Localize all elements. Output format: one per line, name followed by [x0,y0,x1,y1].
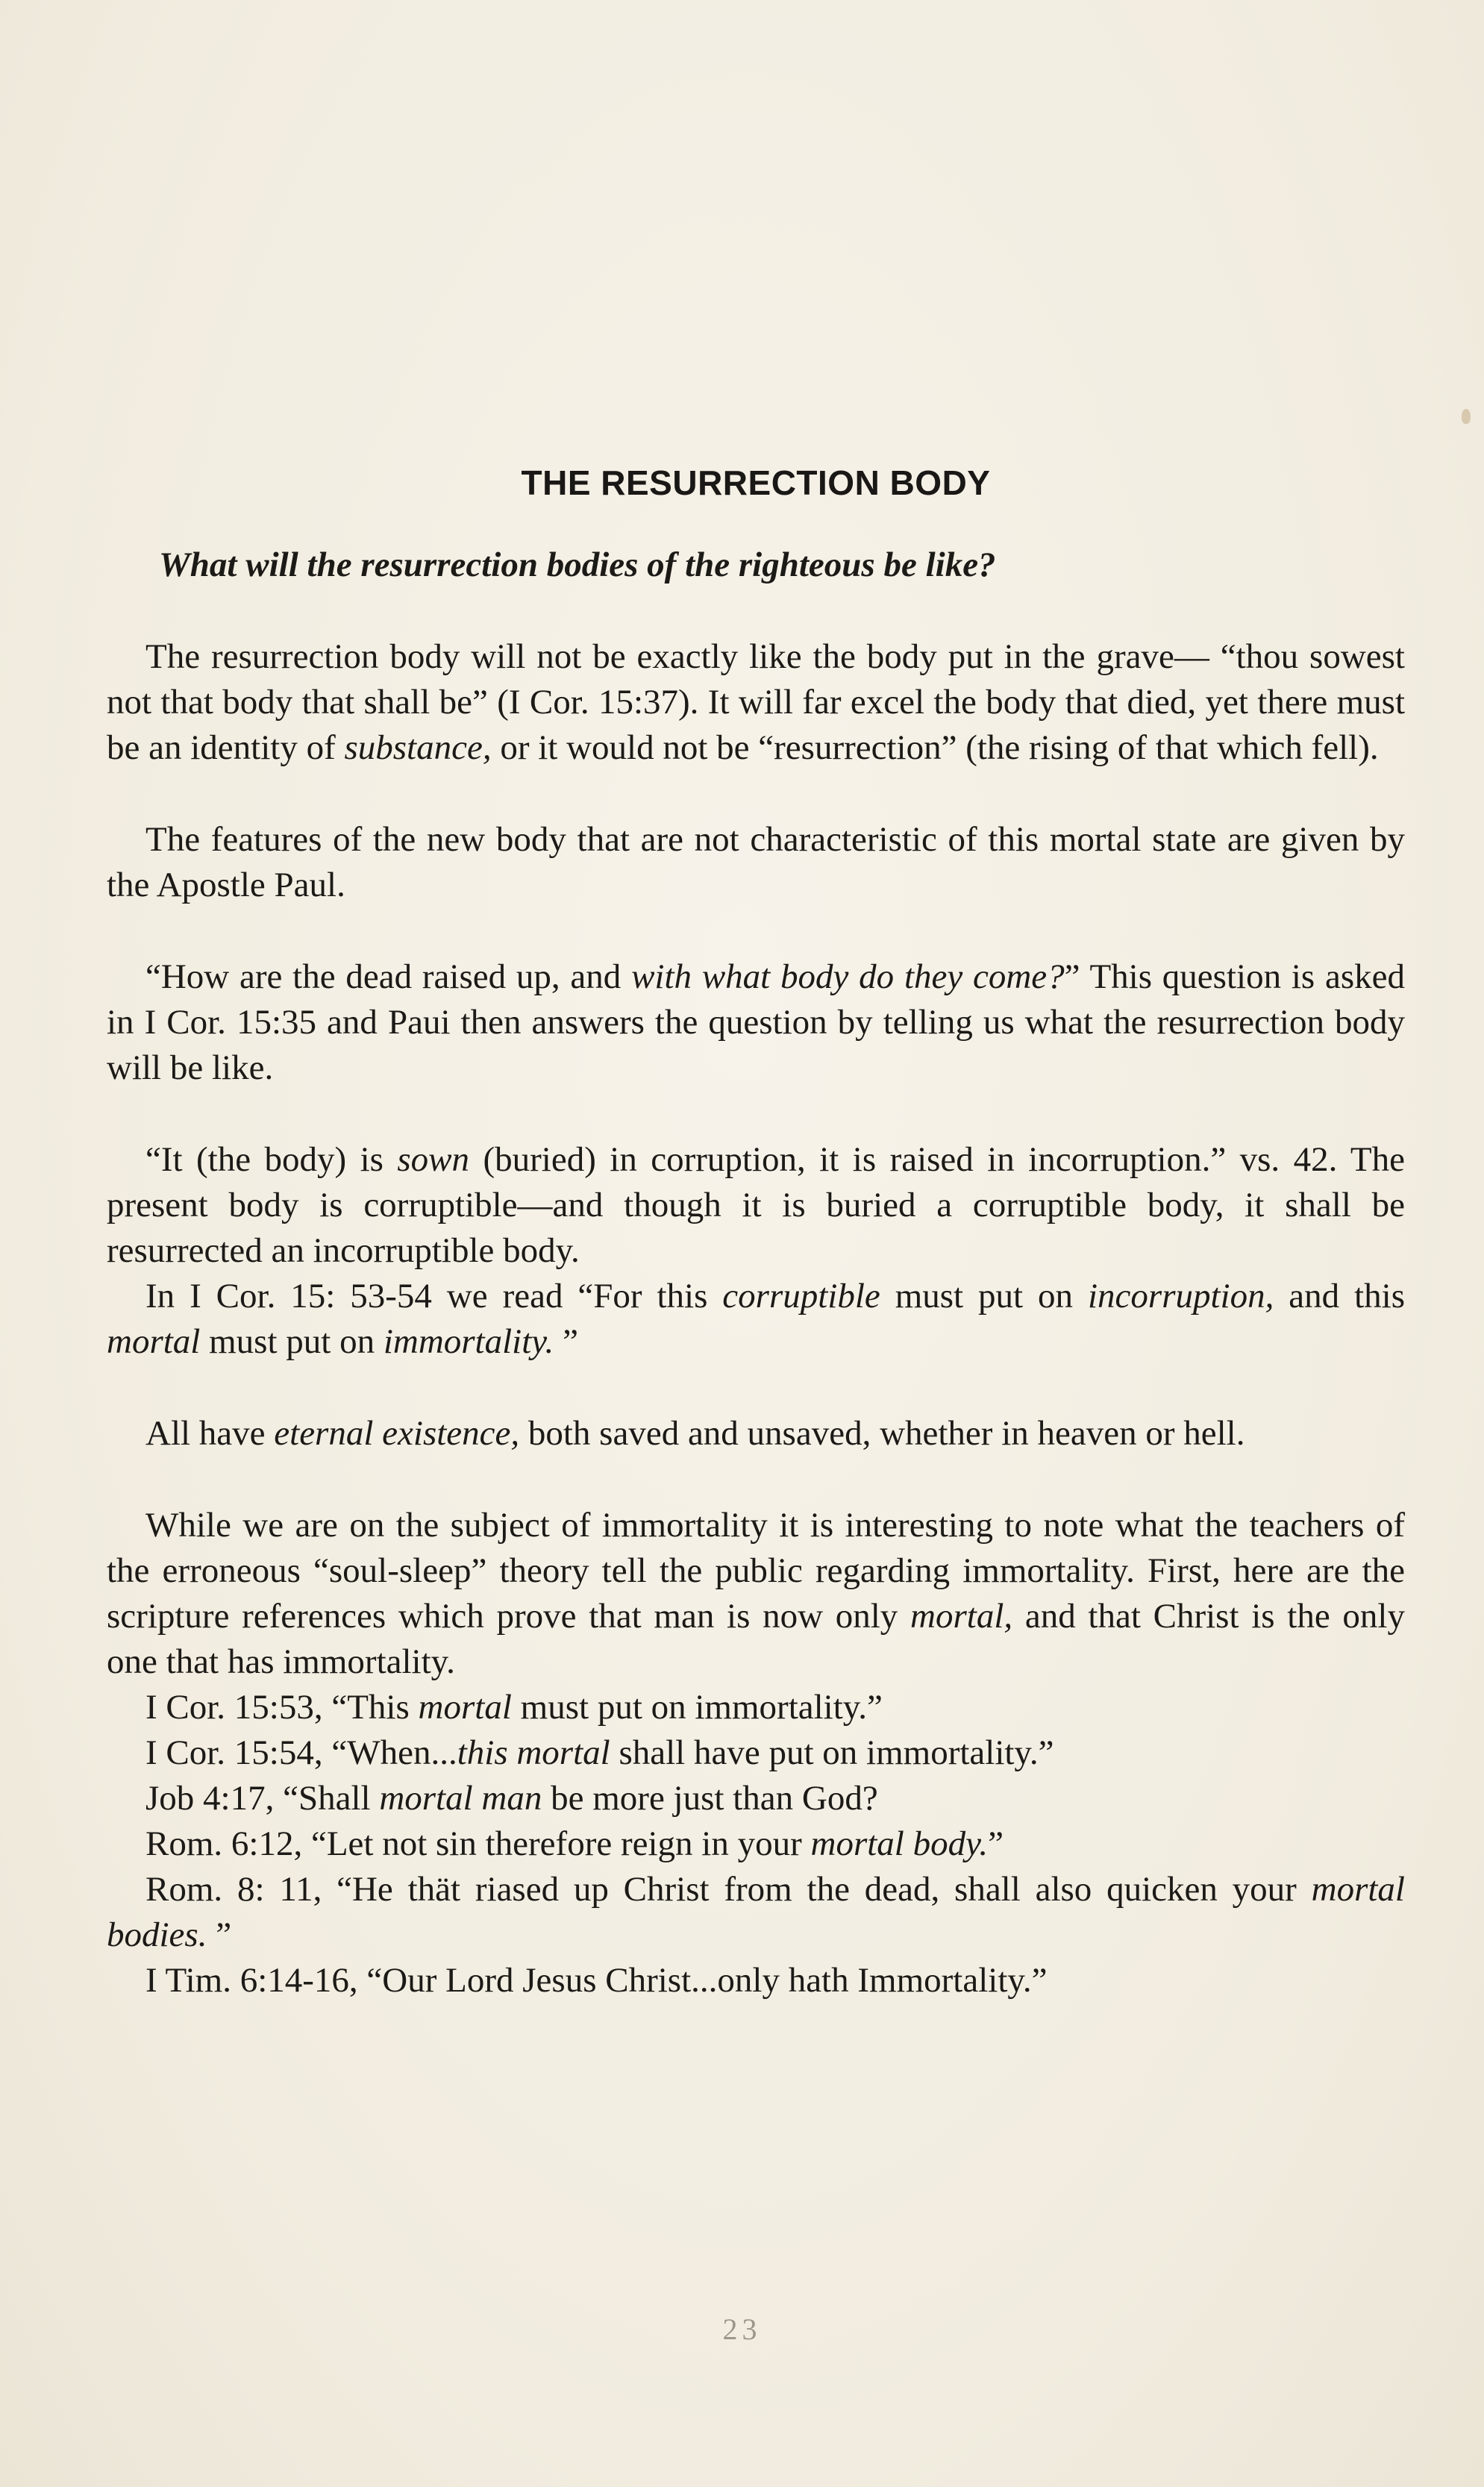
ink-mark [1462,409,1471,424]
text-run: In I Cor. 15: 53-54 we read “For this [145,1277,723,1316]
text-run: ” [988,1824,1004,1863]
text-run: I Tim. 6:14-16, “Our Lord Jesus Christ...only hath Immortality.” [145,1961,1048,2000]
text-run: must put on [200,1322,383,1361]
paragraph-1 [107,634,1405,771]
text-run: shall have put on immortality.” [610,1733,1054,1772]
text-run: “How are the dead raised up, and [145,957,632,996]
text-run: While we are on the subject of immortality it is interesting to note what the teachers of the erroneous “soul-sleep” theory tell the public regarding immortality. First, here are the scripture references which prove that man is now only [107,1506,1405,1636]
page-number: 23 [722,2312,762,2346]
emphasis: mortal man [379,1779,542,1818]
paragraph-3 [107,954,1405,1091]
text-run: must put on [880,1277,1088,1316]
emphasis: mortal, [910,1597,1013,1636]
emphasis: incorruption, [1087,1277,1274,1316]
emphasis: mortal body. [810,1824,989,1863]
emphasis: mortal [107,1322,201,1361]
text-run: or it would not be “resurrection” (the rising of that which fell). [491,728,1379,767]
text-run: All have [145,1414,275,1453]
scripture-reference [107,1958,1405,2003]
text-run: be more just than God? [542,1779,878,1818]
emphasis: sown [397,1140,470,1179]
emphasis: with what body do they come? [631,957,1065,996]
text-run: ” This question is asked in I Cor. 15:35 and Paui then answers the question by telling us what the resurrection body will be like. [107,957,1405,1087]
emphasis: mortal [418,1688,512,1727]
text-run: “It (the body) is [145,1140,398,1179]
text-run: must put on immortality.” [511,1688,883,1727]
paragraph-4 [107,1137,1405,1274]
scripture-reference [107,1821,1405,1867]
text-run: Rom. 6:12, “Let not sin therefore reign in your [145,1824,811,1863]
page-title: THE RESURRECTION BODY [521,463,991,502]
emphasis: eternal existence, [274,1414,520,1453]
paragraph-5 [107,1274,1405,1365]
text-run: (buried) in corruption, it is raised in incorruption.” vs. 42. The present body is corruptible—and though it is buried a corruptible body, it shall be resurrected an incorruptible body. [107,1140,1405,1270]
text-run: and that Christ is the only one that has immortality. [107,1597,1405,1681]
section-question: What will the resurrection bodies of the righteous be like? [159,545,996,584]
paragraph-6 [107,1411,1405,1457]
emphasis: this mortal [457,1733,610,1772]
text-run: I Cor. 15:53, “This [145,1688,419,1727]
emphasis: immortality. [383,1322,554,1361]
emphasis: substance, [344,728,492,767]
paragraph-2: The features of the new body that are not characteristic of this mortal state are given by the Apostle Paul. [107,820,1405,904]
text-run: ” [207,1915,232,1954]
scripture-reference [107,1685,1405,1730]
text-run: ” [554,1322,578,1361]
text-run: and this [1274,1277,1405,1316]
text-run: both saved and unsaved, whether in heaven or hell. [519,1414,1245,1453]
text-run: Rom. 8: 11, “He thät riased up Christ from the dead, shall also quicken your [145,1870,1312,1909]
paragraph-7 [107,1503,1405,1685]
text-run: Job 4:17, “Shall [145,1779,380,1818]
scripture-reference [107,1730,1405,1776]
emphasis: corruptible [722,1277,880,1316]
text-run: The resurrection body will not be exactly like the body put in the grave— “thou sowest not that body that shall be” (I Cor. 15:37). It will far excel the body that died, yet there must be an identity of [107,637,1405,767]
text-run: I Cor. 15:54, “When... [145,1733,457,1772]
page-content [107,463,1405,2003]
scripture-reference [107,1776,1405,1821]
scripture-reference [107,1867,1405,1958]
emphasis: mortal bodies. [107,1870,1405,1954]
